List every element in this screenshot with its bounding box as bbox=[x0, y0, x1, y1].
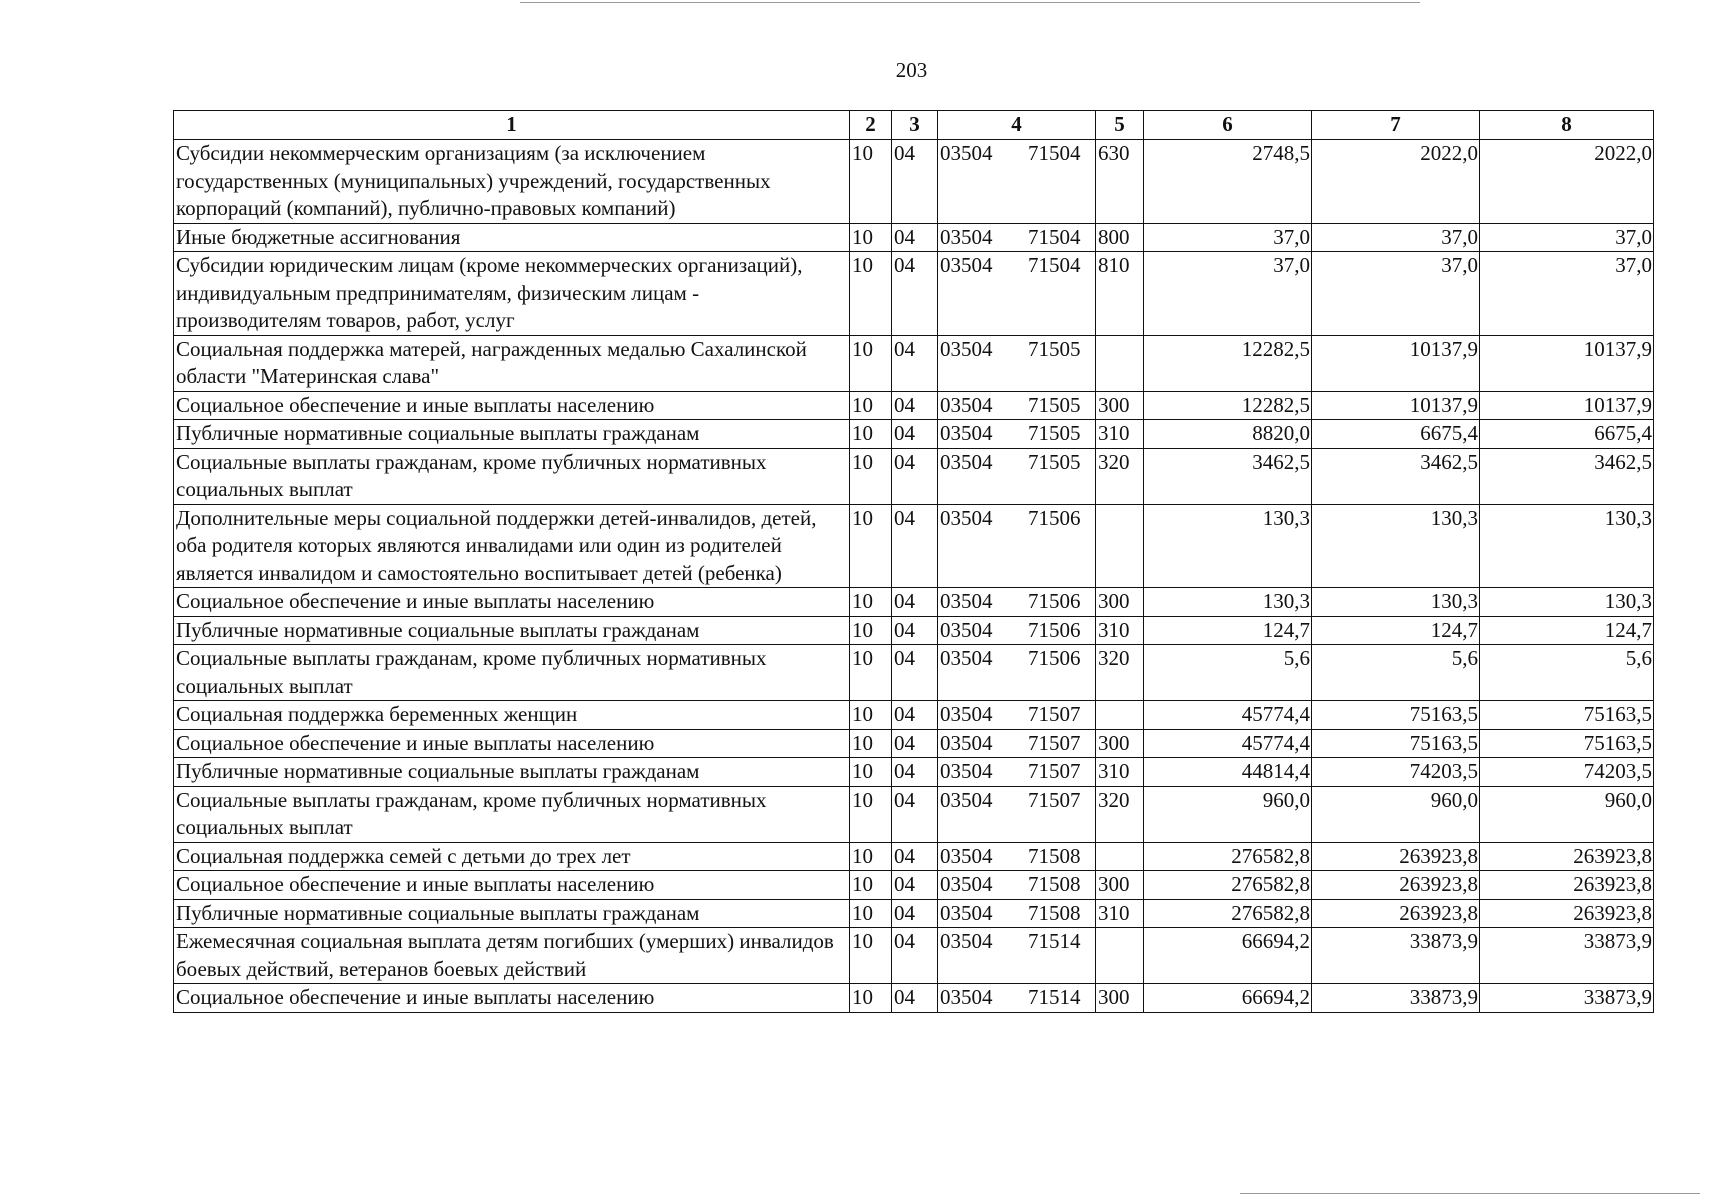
row-section: 10 bbox=[850, 391, 892, 420]
table-row bbox=[174, 588, 1654, 617]
row-value-8: 960,0 bbox=[1480, 786, 1654, 842]
row-program-code bbox=[938, 588, 1096, 617]
table-row bbox=[174, 504, 1654, 588]
row-value-6: 130,3 bbox=[1144, 588, 1312, 617]
table-body bbox=[174, 140, 1654, 1013]
row-value-6: 3462,5 bbox=[1144, 448, 1312, 504]
program-code-part-2: 71505 bbox=[1028, 392, 1081, 417]
row-expense-type bbox=[1096, 504, 1144, 588]
table-row bbox=[174, 842, 1654, 871]
row-value-8: 3462,5 bbox=[1480, 448, 1654, 504]
row-value-7: 37,0 bbox=[1312, 252, 1480, 336]
program-code-part-2: 71514 bbox=[1028, 929, 1081, 953]
row-name: Социальная поддержка матерей, награжденных медалью Сахалинской области "Материнская слава" bbox=[174, 335, 850, 391]
program-code-part-1: 03504 bbox=[940, 421, 993, 445]
table-row bbox=[174, 871, 1654, 900]
table-row bbox=[174, 140, 1654, 224]
row-value-7: 3462,5 bbox=[1312, 448, 1480, 504]
row-name: Публичные нормативные социальные выплаты гражданам bbox=[174, 420, 850, 449]
row-section: 10 bbox=[850, 252, 892, 336]
row-name: Субсидии некоммерческим организациям (за исключением государственных (муниципальных) учреждений, государственных корпораций (компаний), публично-правовых компаний) bbox=[174, 140, 850, 224]
program-code-part-1: 03504 bbox=[940, 449, 993, 474]
row-expense-type bbox=[1096, 701, 1144, 730]
row-expense-type: 310 bbox=[1096, 899, 1144, 928]
row-value-8: 130,3 bbox=[1480, 504, 1654, 588]
row-value-8: 5,6 bbox=[1480, 645, 1654, 701]
row-value-8: 75163,5 bbox=[1480, 701, 1654, 730]
row-value-7: 5,6 bbox=[1312, 645, 1480, 701]
program-code-part-1: 03504 bbox=[940, 141, 993, 165]
row-value-6: 66694,2 bbox=[1144, 984, 1312, 1013]
row-program-code bbox=[938, 223, 1096, 252]
row-value-7: 263923,8 bbox=[1312, 871, 1480, 900]
program-code-part-1: 03504 bbox=[940, 872, 993, 896]
table-row bbox=[174, 928, 1654, 984]
header-col-7: 7 bbox=[1312, 111, 1480, 140]
row-section: 10 bbox=[850, 899, 892, 928]
program-code-part-2: 71505 bbox=[1028, 421, 1081, 445]
row-value-6: 276582,8 bbox=[1144, 871, 1312, 900]
row-section: 10 bbox=[850, 335, 892, 391]
table-row bbox=[174, 616, 1654, 645]
row-section: 10 bbox=[850, 223, 892, 252]
row-section: 10 bbox=[850, 786, 892, 842]
row-value-8: 74203,5 bbox=[1480, 758, 1654, 787]
table-row bbox=[174, 786, 1654, 842]
row-expense-type: 320 bbox=[1096, 645, 1144, 701]
row-value-8: 2022,0 bbox=[1480, 140, 1654, 224]
table-row bbox=[174, 984, 1654, 1013]
program-code-part-2: 71504 bbox=[1028, 224, 1081, 249]
row-subsection: 04 bbox=[892, 786, 938, 842]
table-row bbox=[174, 391, 1654, 420]
row-name: Дополнительные меры социальной поддержки детей-инвалидов, детей, оба родителя которых являются инвалидами или один из родителей является инвалидом и самостоятельно воспитывает детей (ребенка) bbox=[174, 504, 850, 588]
table-row bbox=[174, 701, 1654, 730]
row-subsection: 04 bbox=[892, 420, 938, 449]
row-section: 10 bbox=[850, 140, 892, 224]
row-section: 10 bbox=[850, 928, 892, 984]
row-value-6: 960,0 bbox=[1144, 786, 1312, 842]
row-subsection: 04 bbox=[892, 899, 938, 928]
row-value-7: 37,0 bbox=[1312, 223, 1480, 252]
row-name: Публичные нормативные социальные выплаты гражданам bbox=[174, 899, 850, 928]
budget-table bbox=[173, 110, 1654, 1013]
table-row bbox=[174, 420, 1654, 449]
row-subsection: 04 bbox=[892, 588, 938, 617]
row-value-8: 263923,8 bbox=[1480, 871, 1654, 900]
table-row bbox=[174, 335, 1654, 391]
row-value-7: 124,7 bbox=[1312, 616, 1480, 645]
row-section: 10 bbox=[850, 645, 892, 701]
row-subsection: 04 bbox=[892, 729, 938, 758]
program-code-part-2: 71507 bbox=[1028, 730, 1081, 755]
row-value-8: 263923,8 bbox=[1480, 842, 1654, 871]
program-code-part-1: 03504 bbox=[940, 759, 993, 783]
row-expense-type: 310 bbox=[1096, 758, 1144, 787]
row-value-8: 10137,9 bbox=[1480, 335, 1654, 391]
program-code-part-1: 03504 bbox=[940, 646, 993, 670]
row-value-7: 130,3 bbox=[1312, 504, 1480, 588]
program-code-part-1: 03504 bbox=[940, 224, 993, 249]
program-code-part-1: 03504 bbox=[940, 617, 993, 642]
row-name: Социальное обеспечение и иные выплаты населению bbox=[174, 391, 850, 420]
row-value-7: 6675,4 bbox=[1312, 420, 1480, 449]
row-value-7: 263923,8 bbox=[1312, 842, 1480, 871]
row-subsection: 04 bbox=[892, 391, 938, 420]
row-value-8: 263923,8 bbox=[1480, 899, 1654, 928]
header-col-3: 3 bbox=[892, 111, 938, 140]
row-program-code bbox=[938, 448, 1096, 504]
row-value-6: 44814,4 bbox=[1144, 758, 1312, 787]
row-program-code bbox=[938, 758, 1096, 787]
row-program-code bbox=[938, 504, 1096, 588]
row-name: Социальные выплаты гражданам, кроме публичных нормативных социальных выплат bbox=[174, 448, 850, 504]
row-expense-type bbox=[1096, 842, 1144, 871]
program-code-part-1: 03504 bbox=[940, 985, 993, 1009]
row-expense-type: 310 bbox=[1096, 420, 1144, 449]
row-section: 10 bbox=[850, 984, 892, 1013]
row-program-code bbox=[938, 899, 1096, 928]
program-code-part-1: 03504 bbox=[940, 730, 993, 755]
page-number: 203 bbox=[895, 58, 928, 82]
row-value-8: 130,3 bbox=[1480, 588, 1654, 617]
row-subsection: 04 bbox=[892, 928, 938, 984]
row-expense-type bbox=[1096, 335, 1144, 391]
table-row bbox=[174, 729, 1654, 758]
program-code-part-1: 03504 bbox=[940, 589, 993, 613]
row-section: 10 bbox=[850, 420, 892, 449]
program-code-part-1: 03504 bbox=[940, 253, 993, 277]
row-value-7: 10137,9 bbox=[1312, 391, 1480, 420]
program-code-part-2: 71506 bbox=[1028, 505, 1081, 530]
row-value-7: 130,3 bbox=[1312, 588, 1480, 617]
header-col-2: 2 bbox=[850, 111, 892, 140]
row-value-7: 33873,9 bbox=[1312, 928, 1480, 984]
row-section: 10 bbox=[850, 758, 892, 787]
program-code-part-1: 03504 bbox=[940, 702, 993, 726]
header-col-6: 6 bbox=[1144, 111, 1312, 140]
row-expense-type: 300 bbox=[1096, 984, 1144, 1013]
row-value-7: 74203,5 bbox=[1312, 758, 1480, 787]
row-program-code bbox=[938, 252, 1096, 336]
program-code-part-2: 71507 bbox=[1028, 759, 1081, 783]
row-subsection: 04 bbox=[892, 871, 938, 900]
row-value-8: 6675,4 bbox=[1480, 420, 1654, 449]
row-subsection: 04 bbox=[892, 701, 938, 730]
row-subsection: 04 bbox=[892, 758, 938, 787]
row-value-6: 37,0 bbox=[1144, 252, 1312, 336]
row-program-code bbox=[938, 786, 1096, 842]
scan-artifact-bottom bbox=[1240, 1193, 1700, 1194]
row-value-7: 2022,0 bbox=[1312, 140, 1480, 224]
row-subsection: 04 bbox=[892, 645, 938, 701]
row-value-8: 33873,9 bbox=[1480, 928, 1654, 984]
row-value-6: 5,6 bbox=[1144, 645, 1312, 701]
row-expense-type: 300 bbox=[1096, 588, 1144, 617]
row-section: 10 bbox=[850, 842, 892, 871]
row-value-6: 276582,8 bbox=[1144, 842, 1312, 871]
row-value-7: 10137,9 bbox=[1312, 335, 1480, 391]
program-code-part-2: 71506 bbox=[1028, 589, 1081, 613]
row-program-code bbox=[938, 140, 1096, 224]
program-code-part-1: 03504 bbox=[940, 505, 993, 530]
row-value-8: 33873,9 bbox=[1480, 984, 1654, 1013]
table-row bbox=[174, 252, 1654, 336]
program-code-part-2: 71508 bbox=[1028, 843, 1081, 868]
row-value-8: 75163,5 bbox=[1480, 729, 1654, 758]
row-value-6: 2748,5 bbox=[1144, 140, 1312, 224]
program-code-part-2: 71505 bbox=[1028, 336, 1081, 361]
program-code-part-1: 03504 bbox=[940, 787, 993, 812]
row-program-code bbox=[938, 871, 1096, 900]
row-name: Социальная поддержка семей с детьми до трех лет bbox=[174, 842, 850, 871]
row-value-8: 10137,9 bbox=[1480, 391, 1654, 420]
row-name: Социальные выплаты гражданам, кроме публичных нормативных социальных выплат bbox=[174, 786, 850, 842]
program-code-part-2: 71505 bbox=[1028, 449, 1081, 474]
row-expense-type: 630 bbox=[1096, 140, 1144, 224]
row-program-code bbox=[938, 729, 1096, 758]
row-subsection: 04 bbox=[892, 140, 938, 224]
row-program-code bbox=[938, 616, 1096, 645]
program-code-part-2: 71506 bbox=[1028, 646, 1081, 670]
row-name: Социальное обеспечение и иные выплаты населению bbox=[174, 984, 850, 1013]
row-subsection: 04 bbox=[892, 448, 938, 504]
row-value-7: 75163,5 bbox=[1312, 729, 1480, 758]
row-value-6: 45774,4 bbox=[1144, 729, 1312, 758]
table-row bbox=[174, 758, 1654, 787]
row-expense-type: 300 bbox=[1096, 871, 1144, 900]
header-col-1: 1 bbox=[174, 111, 850, 140]
row-program-code bbox=[938, 420, 1096, 449]
row-section: 10 bbox=[850, 616, 892, 645]
row-program-code bbox=[938, 842, 1096, 871]
row-name: Публичные нормативные социальные выплаты гражданам bbox=[174, 616, 850, 645]
row-subsection: 04 bbox=[892, 842, 938, 871]
program-code-part-1: 03504 bbox=[940, 843, 993, 868]
header-col-5: 5 bbox=[1096, 111, 1144, 140]
header-row bbox=[174, 111, 1654, 140]
row-section: 10 bbox=[850, 448, 892, 504]
row-value-6: 66694,2 bbox=[1144, 928, 1312, 984]
row-program-code bbox=[938, 928, 1096, 984]
row-name: Социальная поддержка беременных женщин bbox=[174, 701, 850, 730]
row-program-code bbox=[938, 391, 1096, 420]
row-value-6: 12282,5 bbox=[1144, 335, 1312, 391]
program-code-part-1: 03504 bbox=[940, 900, 993, 925]
program-code-part-2: 71508 bbox=[1028, 900, 1081, 925]
row-value-7: 75163,5 bbox=[1312, 701, 1480, 730]
table-row bbox=[174, 899, 1654, 928]
program-code-part-2: 71506 bbox=[1028, 617, 1081, 642]
row-expense-type bbox=[1096, 928, 1144, 984]
row-subsection: 04 bbox=[892, 223, 938, 252]
row-value-8: 37,0 bbox=[1480, 223, 1654, 252]
program-code-part-2: 71514 bbox=[1028, 985, 1081, 1009]
row-subsection: 04 bbox=[892, 252, 938, 336]
row-name: Социальное обеспечение и иные выплаты населению bbox=[174, 729, 850, 758]
row-expense-type: 320 bbox=[1096, 448, 1144, 504]
row-value-6: 45774,4 bbox=[1144, 701, 1312, 730]
row-expense-type: 300 bbox=[1096, 729, 1144, 758]
program-code-part-2: 71508 bbox=[1028, 872, 1081, 896]
table-row bbox=[174, 645, 1654, 701]
row-subsection: 04 bbox=[892, 984, 938, 1013]
row-value-7: 33873,9 bbox=[1312, 984, 1480, 1013]
row-value-6: 276582,8 bbox=[1144, 899, 1312, 928]
row-value-8: 37,0 bbox=[1480, 252, 1654, 336]
row-section: 10 bbox=[850, 871, 892, 900]
program-code-part-1: 03504 bbox=[940, 392, 993, 417]
row-name: Социальные выплаты гражданам, кроме публичных нормативных социальных выплат bbox=[174, 645, 850, 701]
program-code-part-2: 71507 bbox=[1028, 702, 1081, 726]
row-value-6: 8820,0 bbox=[1144, 420, 1312, 449]
row-subsection: 04 bbox=[892, 616, 938, 645]
row-value-6: 130,3 bbox=[1144, 504, 1312, 588]
program-code-part-2: 71504 bbox=[1028, 141, 1081, 165]
row-expense-type: 320 bbox=[1096, 786, 1144, 842]
row-expense-type: 300 bbox=[1096, 391, 1144, 420]
row-program-code bbox=[938, 645, 1096, 701]
row-value-6: 124,7 bbox=[1144, 616, 1312, 645]
scan-artifact-top bbox=[520, 2, 1420, 3]
row-name: Ежемесячная социальная выплата детям погибших (умерших) инвалидов боевых действий, ветеранов боевых действий bbox=[174, 928, 850, 984]
program-code-part-1: 03504 bbox=[940, 929, 993, 953]
row-value-6: 37,0 bbox=[1144, 223, 1312, 252]
row-value-7: 263923,8 bbox=[1312, 899, 1480, 928]
program-code-part-2: 71507 bbox=[1028, 787, 1081, 812]
row-section: 10 bbox=[850, 588, 892, 617]
row-section: 10 bbox=[850, 701, 892, 730]
program-code-part-1: 03504 bbox=[940, 336, 993, 361]
row-name: Социальное обеспечение и иные выплаты населению bbox=[174, 871, 850, 900]
row-value-7: 960,0 bbox=[1312, 786, 1480, 842]
row-subsection: 04 bbox=[892, 335, 938, 391]
row-expense-type: 810 bbox=[1096, 252, 1144, 336]
row-program-code bbox=[938, 335, 1096, 391]
table-row bbox=[174, 448, 1654, 504]
row-expense-type: 310 bbox=[1096, 616, 1144, 645]
table-row bbox=[174, 223, 1654, 252]
row-expense-type: 800 bbox=[1096, 223, 1144, 252]
row-name: Социальное обеспечение и иные выплаты населению bbox=[174, 588, 850, 617]
row-name: Публичные нормативные социальные выплаты гражданам bbox=[174, 758, 850, 787]
program-code-part-2: 71504 bbox=[1028, 253, 1081, 277]
row-section: 10 bbox=[850, 729, 892, 758]
row-section: 10 bbox=[850, 504, 892, 588]
header-col-4: 4 bbox=[938, 111, 1096, 140]
row-value-8: 124,7 bbox=[1480, 616, 1654, 645]
row-value-6: 12282,5 bbox=[1144, 391, 1312, 420]
row-program-code bbox=[938, 701, 1096, 730]
row-subsection: 04 bbox=[892, 504, 938, 588]
row-program-code bbox=[938, 984, 1096, 1013]
row-name: Субсидии юридическим лицам (кроме некоммерческих организаций), индивидуальным предпринимателям, физическим лицам - производителям товаров, работ, услуг bbox=[174, 252, 850, 336]
header-col-8: 8 bbox=[1480, 111, 1654, 140]
row-name: Иные бюджетные ассигнования bbox=[174, 223, 850, 252]
